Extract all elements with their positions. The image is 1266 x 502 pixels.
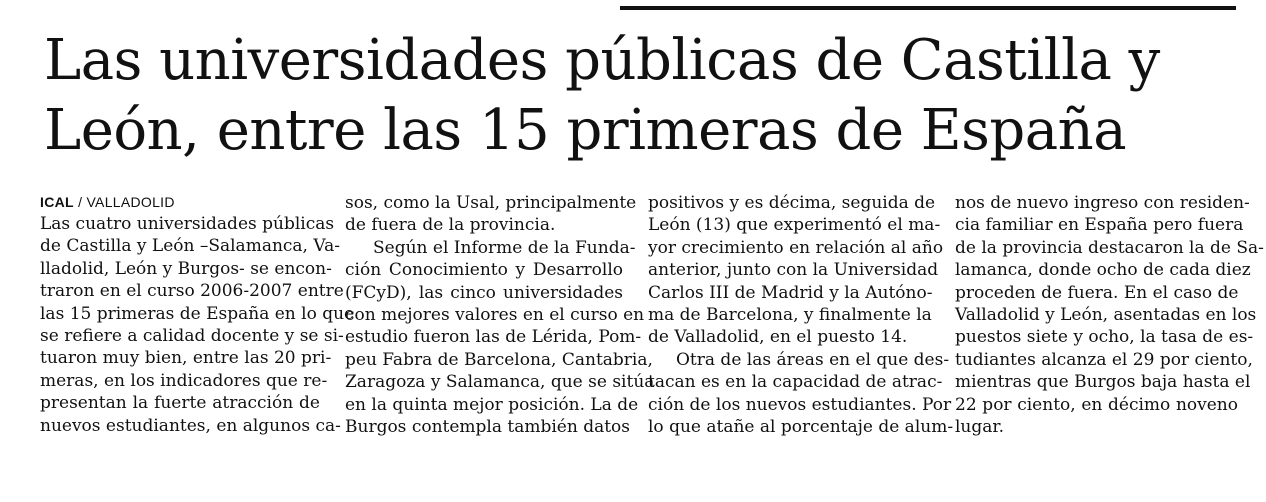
text-line: lugar. — [955, 417, 1005, 438]
text-line: meras, en los indicadores que re- — [40, 370, 328, 391]
text-line: Zaragoza y Salamanca, que se sitúa — [345, 372, 655, 393]
headline — [44, 26, 1244, 166]
paragraph — [648, 349, 954, 439]
text-line: tacan es en la capacidad de atrac- — [648, 372, 943, 393]
paragraph — [648, 192, 944, 349]
headline-line-2: León, entre las 15 primeras de España — [44, 98, 1127, 163]
text-line: de fuera de la provincia. — [345, 215, 556, 236]
text-line: (FCyD), las cinco universidades — [345, 282, 623, 303]
article-column-1 — [40, 192, 355, 437]
text-line: yor crecimiento en relación al año — [648, 237, 944, 258]
text-line: Otra de las áreas en el que des- — [676, 349, 950, 370]
text-line: cia familiar en España pero fuera — [955, 215, 1244, 236]
byline-location: VALLADOLID — [86, 194, 175, 210]
text-line: nuevos estudiantes, en algunos ca- — [40, 415, 341, 436]
text-line: en la quinta mejor posición. La de — [345, 394, 639, 415]
text-line: presentan la fuerte atracción de — [40, 393, 320, 414]
text-line: ción Conocimiento y Desarrollo — [345, 260, 623, 281]
text-line: Según el Informe de la Funda- — [373, 237, 636, 258]
byline — [40, 192, 320, 212]
text-line: positivos y es décima, seguida de — [648, 193, 936, 213]
paragraph — [345, 237, 655, 439]
article-column-2 — [345, 192, 655, 438]
byline-agency: ICAL — [40, 194, 74, 210]
text-line: proceden de fuera. En el caso de — [955, 282, 1239, 303]
paragraph — [955, 192, 1264, 438]
paragraph — [40, 213, 355, 437]
text-line: lamanca, donde ocho de cada diez — [955, 260, 1251, 281]
text-line: las 15 primeras de España en lo que — [40, 303, 355, 324]
text-line: Valladolid y León, asentadas en los — [955, 305, 1257, 326]
text-line: de Valladolid, en el puesto 14. — [648, 327, 908, 348]
text-line: de la provincia destacaron la de Sa- — [955, 237, 1264, 258]
text-line: León (13) que experimentó el ma- — [648, 215, 941, 236]
byline-separator: / — [73, 194, 87, 210]
text-line: con mejores valores en el curso en — [345, 305, 645, 326]
text-line: Las cuatro universidades públicas — [40, 214, 335, 234]
text-line: mientras que Burgos baja hasta el — [955, 372, 1251, 393]
text-line: estudio fueron las de Lérida, Pom- — [345, 327, 642, 348]
text-line: se refiere a calidad docente y se si- — [40, 326, 344, 347]
text-line: lo que atañe al porcentaje de alum- — [648, 417, 954, 438]
text-line: Burgos contempla también datos — [345, 417, 631, 438]
article-column-4 — [955, 192, 1264, 438]
text-line: nos de nuevo ingreso con residen- — [955, 193, 1250, 213]
text-line: tudiantes alcanza el 29 por ciento, — [955, 349, 1253, 370]
text-line: ma de Barcelona, y finalmente la — [648, 305, 932, 326]
text-line: puestos siete y ocho, la tasa de es- — [955, 327, 1254, 348]
text-line: tuaron muy bien, entre las 20 pri- — [40, 348, 332, 369]
text-line: 22 por ciento, en décimo noveno — [955, 394, 1238, 415]
text-line: ción de los nuevos estudiantes. Por — [648, 394, 952, 415]
top-rule — [620, 6, 1236, 10]
text-line: Carlos III de Madrid y la Autóno- — [648, 282, 933, 303]
text-line: peu Fabra de Barcelona, Cantabria, — [345, 349, 653, 370]
article-column-3 — [648, 192, 954, 438]
text-line: de Castilla y León –Salamanca, Va- — [40, 236, 340, 257]
paragraph — [345, 192, 637, 237]
text-line: traron en el curso 2006-2007 entre — [40, 281, 344, 302]
text-line: anterior, junto con la Universidad — [648, 260, 939, 281]
text-line: lladolid, León y Burgos- se encon- — [40, 258, 332, 279]
headline-line-1: Las universidades públicas de Castilla y — [44, 28, 1160, 93]
text-line: sos, como la Usal, principalmente — [345, 193, 637, 213]
